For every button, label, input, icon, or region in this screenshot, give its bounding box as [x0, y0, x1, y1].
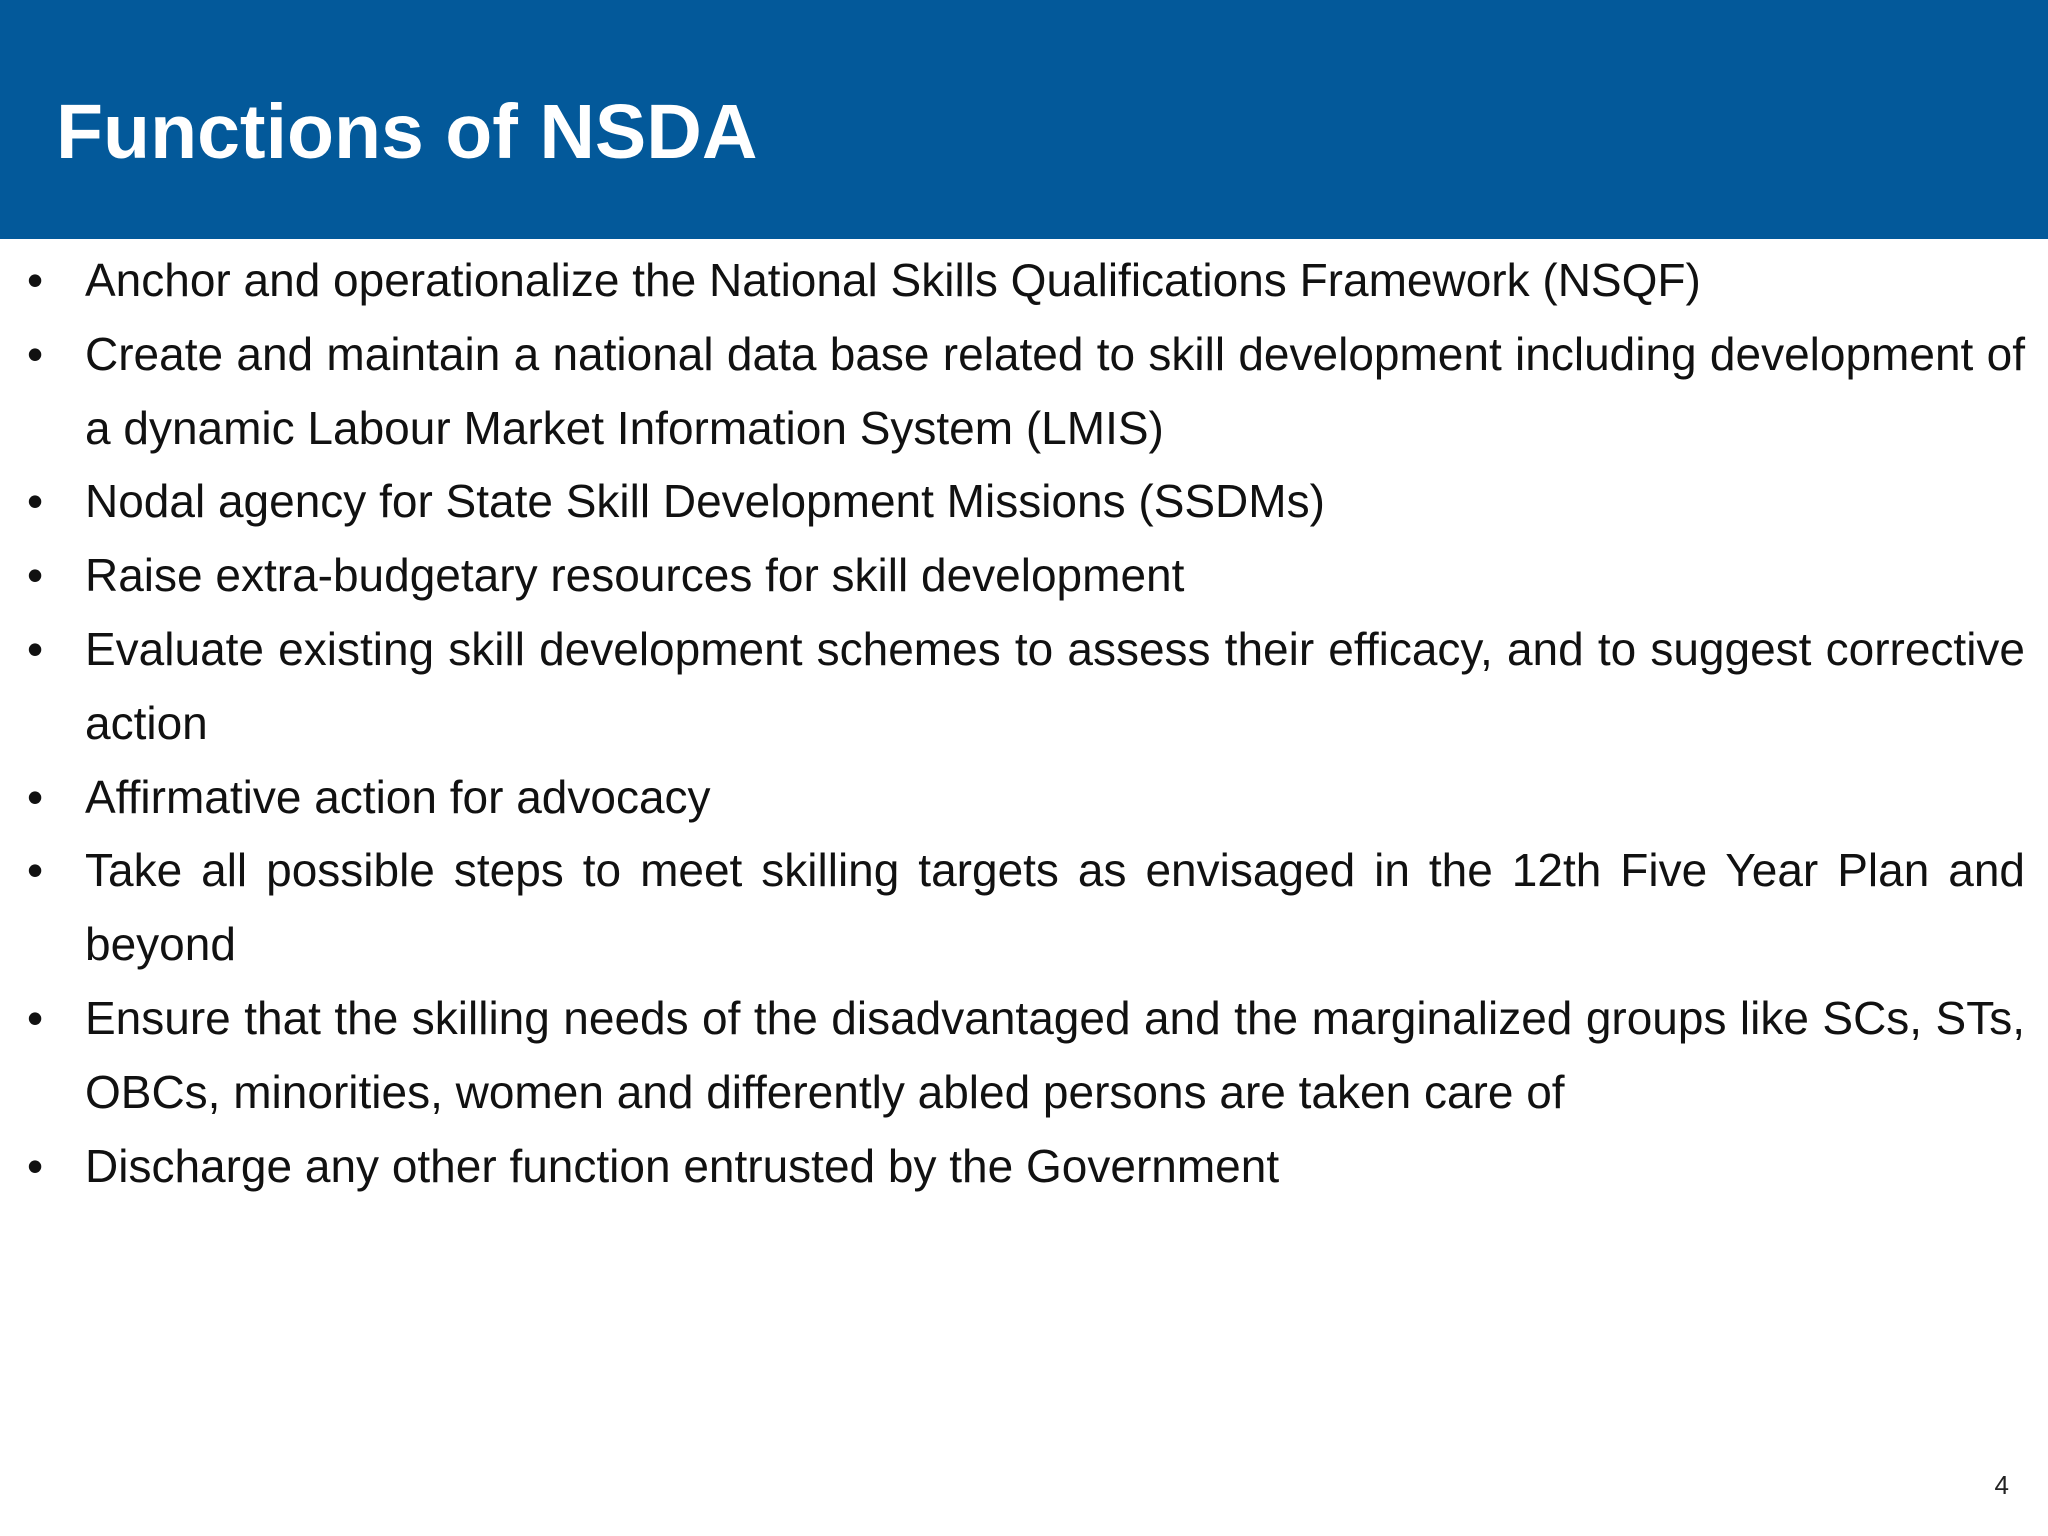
bullet-marker: • — [26, 844, 44, 897]
bullet-marker: • — [26, 770, 44, 823]
bullet-marker: • — [26, 991, 44, 1044]
bullet-list — [0, 244, 2048, 1203]
bullet-item-other-functions — [0, 1130, 2025, 1204]
bullet-text: Affirmative action for advocacy — [85, 770, 711, 823]
bullet-text: Create and maintain a national data base related to skill development including development of a dynamic Labour Market Information System (LMIS) — [85, 327, 2025, 454]
bullet-item-ssdm — [0, 465, 2025, 539]
bullet-marker: • — [26, 622, 44, 675]
bullet-item-targets — [0, 834, 2025, 982]
bullet-text: Take all possible steps to meet skilling targets as envisaged in the 12th Five Year Plan and beyond — [85, 844, 2025, 971]
bullet-marker: • — [26, 254, 44, 306]
bullet-marker: • — [26, 327, 44, 380]
bullet-marker: • — [26, 549, 44, 602]
bullet-text: Nodal agency for State Skill Development Missions (SSDMs) — [85, 475, 1325, 528]
page-number: 4 — [1994, 1470, 2009, 1500]
bullet-item-evaluate — [0, 613, 2025, 761]
bullet-text: Ensure that the skilling needs of the disadvantaged and the marginalized groups like SCs, STs, OBCs, minorities, women and differently abled persons are taken care of — [85, 991, 2025, 1118]
bullet-text: Raise extra-budgetary resources for skill development — [85, 549, 1185, 602]
bullet-text: Discharge any other function entrusted by the Government — [85, 1139, 1280, 1192]
bullet-item-lmis — [0, 318, 2025, 466]
bullet-marker: • — [26, 1139, 44, 1192]
bullet-text: Evaluate existing skill development schemes to assess their efficacy, and to suggest corrective action — [85, 622, 2025, 749]
bullet-item-disadvantaged — [0, 982, 2025, 1130]
bullet-text: Anchor and operationalize the National Skills Qualifications Framework (NSQF) — [85, 254, 1701, 306]
slide-title: Functions of NSDA — [56, 89, 758, 175]
bullet-item-nsqf — [0, 244, 2025, 318]
title-banner — [0, 0, 2048, 239]
bullet-item-resources — [0, 539, 2025, 613]
bullet-item-advocacy — [0, 761, 2025, 835]
bullet-marker: • — [26, 475, 44, 528]
